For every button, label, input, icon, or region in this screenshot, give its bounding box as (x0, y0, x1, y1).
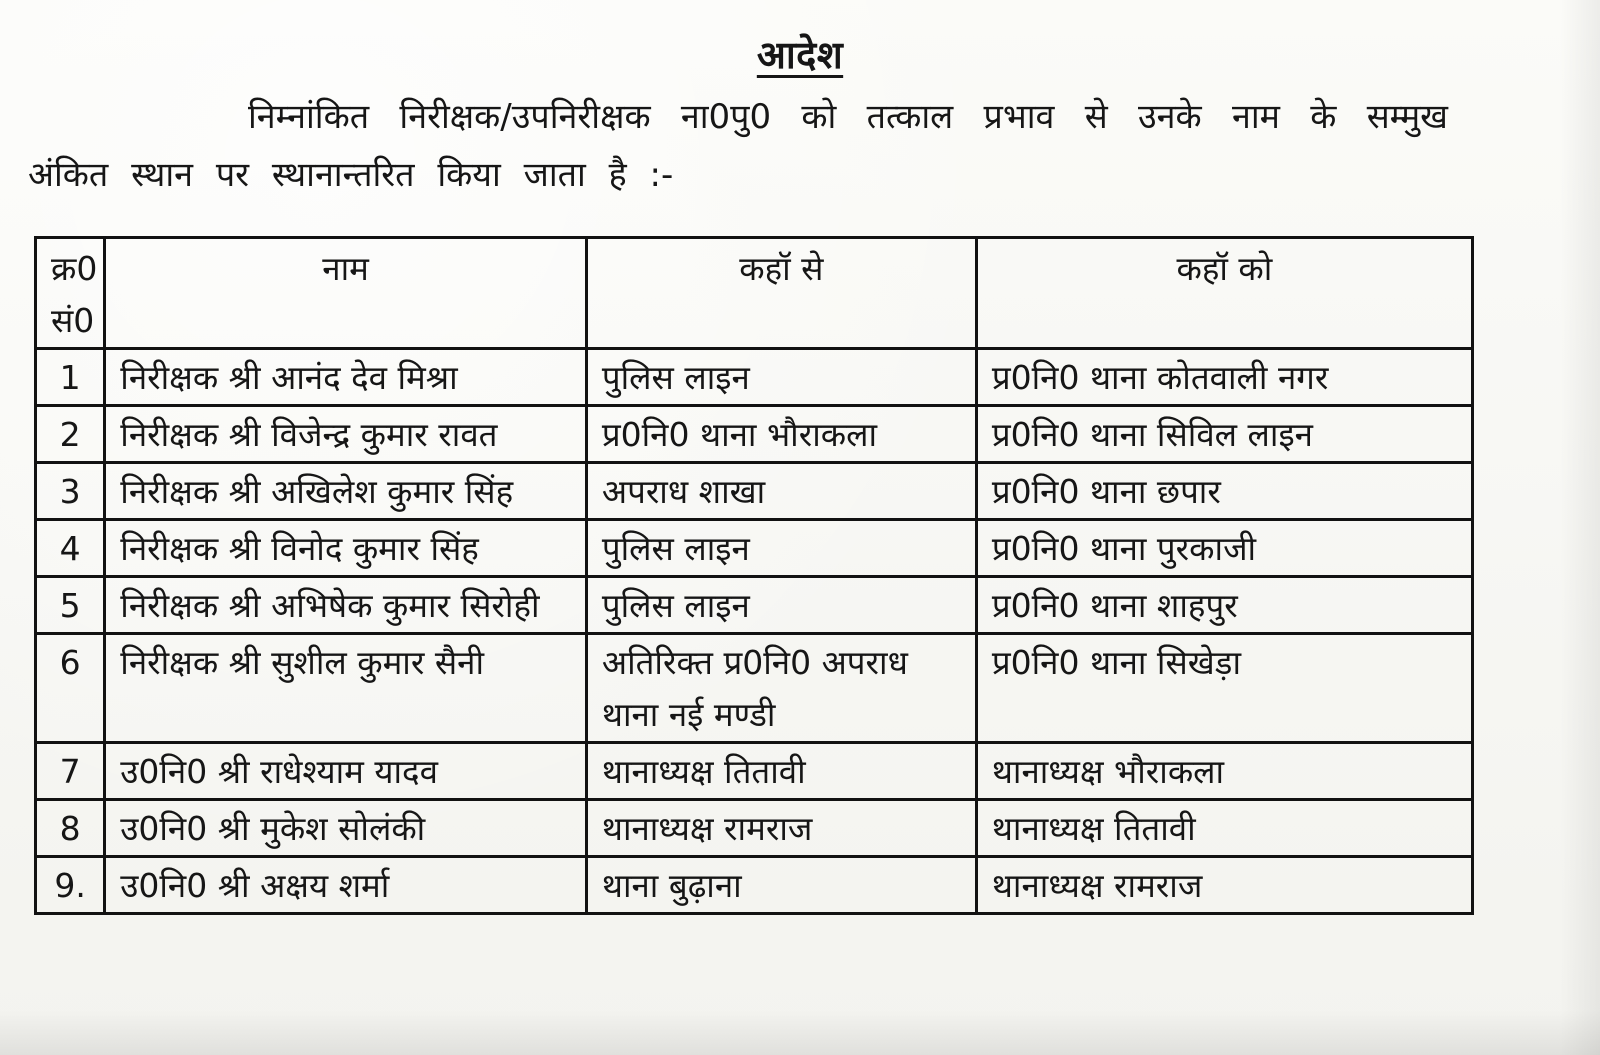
row-name: उ0नि0 श्री मुकेश सोलंकी (105, 800, 587, 857)
table-row (36, 406, 1473, 463)
row-from: पुलिस लाइन (586, 349, 976, 406)
header-serial: क्र0 सं0 (36, 238, 105, 349)
paper-bottom-shadow (0, 1010, 1600, 1055)
row-serial: 9. (36, 857, 105, 914)
paper-edge-shadow (1560, 0, 1600, 1055)
order-title: आदेश (756, 33, 844, 77)
row-serial: 4 (36, 520, 105, 577)
header-from: कहॉ से (586, 238, 976, 349)
row-to: प्र0नि0 थाना सिविल लाइन (976, 406, 1472, 463)
transfer-table (34, 236, 1474, 915)
row-name: उ0नि0 श्री अक्षय शर्मा (105, 857, 587, 914)
table-row (36, 520, 1473, 577)
row-name: निरीक्षक श्री सुशील कुमार सैनी (105, 634, 587, 743)
row-serial: 3 (36, 463, 105, 520)
row-serial: 7 (36, 743, 105, 800)
row-from: प्र0नि0 थाना भौराकला (586, 406, 976, 463)
row-serial: 2 (36, 406, 105, 463)
row-serial: 1 (36, 349, 105, 406)
row-name: निरीक्षक श्री विनोद कुमार सिंह (105, 520, 587, 577)
table-row (36, 743, 1473, 800)
row-serial: 8 (36, 800, 105, 857)
row-name: निरीक्षक श्री अभिषेक कुमार सिरोही (105, 577, 587, 634)
table-row (36, 857, 1473, 914)
table-header-row (36, 238, 1473, 349)
row-from: पुलिस लाइन (586, 577, 976, 634)
row-serial: 5 (36, 577, 105, 634)
header-name: नाम (105, 238, 587, 349)
row-from: थाना बुढ़ाना (586, 857, 976, 914)
header-to: कहॉ को (976, 238, 1472, 349)
row-name: निरीक्षक श्री आनंद देव मिश्रा (105, 349, 587, 406)
row-to: थानाध्यक्ष भौराकला (976, 743, 1472, 800)
row-from: पुलिस लाइन (586, 520, 976, 577)
table-row (36, 800, 1473, 857)
row-to: थानाध्यक्ष रामराज (976, 857, 1472, 914)
table-row (36, 349, 1473, 406)
table-row (36, 577, 1473, 634)
row-name: उ0नि0 श्री राधेश्याम यादव (105, 743, 587, 800)
row-to: थानाध्यक्ष तितावी (976, 800, 1472, 857)
table-row (36, 634, 1473, 743)
row-to: प्र0नि0 थाना सिखेड़ा (976, 634, 1472, 743)
row-from: थानाध्यक्ष तितावी (586, 743, 976, 800)
row-to: प्र0नि0 थाना कोतवाली नगर (976, 349, 1472, 406)
order-intro: निम्नांकित निरीक्षक/उपनिरीक्षक ना0पु0 को तत्काल प्रभाव से उनके नाम के सम्मुख अंकित स्थान पर स्थानान्तरित किया जाता है :- (28, 97, 1448, 195)
row-to: प्र0नि0 थाना शाहपुर (976, 577, 1472, 634)
row-from: अपराध शाखा (586, 463, 976, 520)
row-to: प्र0नि0 थाना छपार (976, 463, 1472, 520)
row-to: प्र0नि0 थाना पुरकाजी (976, 520, 1472, 577)
row-from: थानाध्यक्ष रामराज (586, 800, 976, 857)
table-row (36, 463, 1473, 520)
row-name: निरीक्षक श्री विजेन्द्र कुमार रावत (105, 406, 587, 463)
row-from: अतिरिक्त प्र0नि0 अपराध थाना नई मण्डी (586, 634, 976, 743)
row-serial: 6 (36, 634, 105, 743)
row-name: निरीक्षक श्री अखिलेश कुमार सिंह (105, 463, 587, 520)
